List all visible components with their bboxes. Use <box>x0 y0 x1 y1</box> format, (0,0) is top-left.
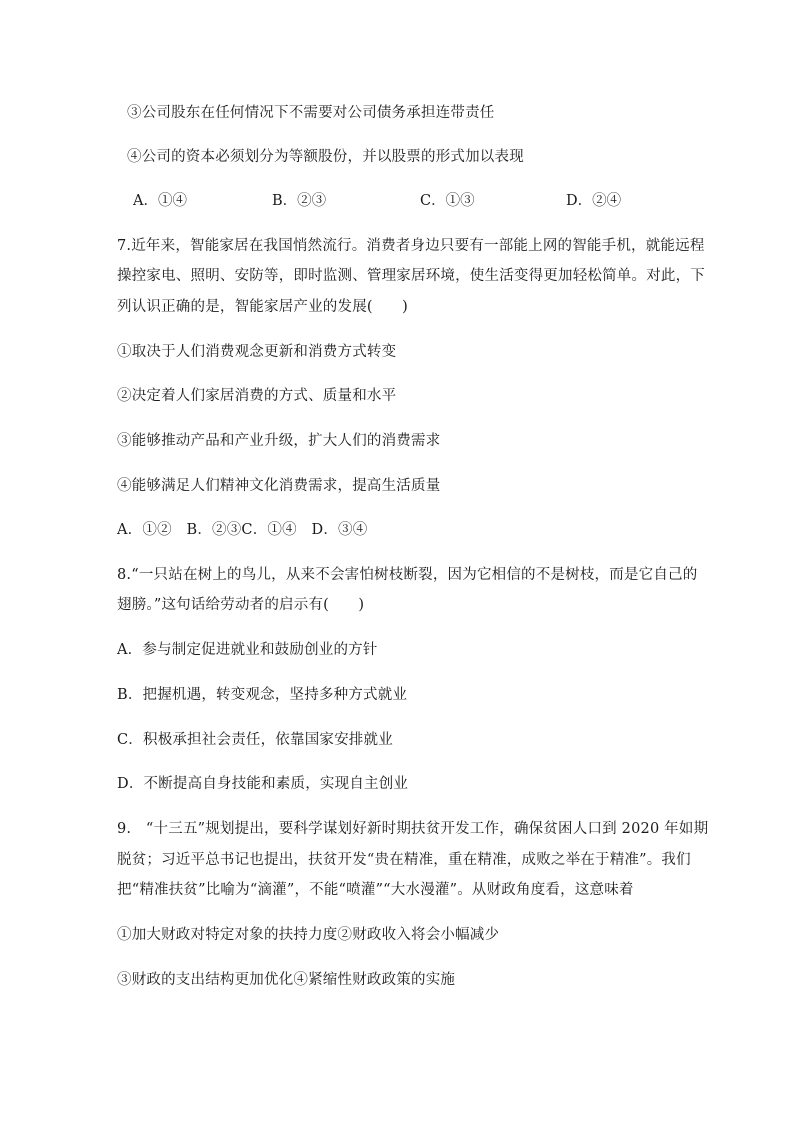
q7-item-1: ①取决于人们消费观念更新和消费方式转变 <box>117 344 397 360</box>
q6-options <box>0 191 794 211</box>
q6-option-c: C．①③ <box>420 193 475 209</box>
q7-item-2: ②决定着人们家居消费的方式、质量和水平 <box>117 388 397 404</box>
q6-item-4: ④公司的资本必须划分为等额股份，并以股票的形式加以表现 <box>127 149 524 165</box>
q9-item-1-2: ①加大财政对特定对象的扶持力度②财政收入将会小幅减少 <box>117 927 500 943</box>
q7-stem-line-3: 列认识正确的是，智能家居产业的发展( ) <box>117 299 409 315</box>
q8-option-c: C．积极承担社会责任，依靠国家安排就业 <box>117 732 393 748</box>
q9-stem-line-1: 9. “十三五”规划提出，要科学谋划好新时期扶贫开发工作，确保贫困人口到 2020 年如期 <box>117 821 709 837</box>
q8-option-a: A．参与制定促进就业和鼓励创业的方针 <box>117 642 378 658</box>
q8-stem-line-2: 翅膀。”这句话给劳动者的启示有( ) <box>117 597 365 613</box>
q7-stem-line-1: 7.近年来，智能家居在我国悄然流行。消费者身边只要有一部能上网的智能手机，就能远程 <box>117 238 705 254</box>
q9-item-3-4: ③财政的支出结构更加优化④紧缩性财政政策的实施 <box>117 972 456 988</box>
q9-stem-line-3: 把“精准扶贫”比喻为“滴灌”，不能“喷灌”“大水漫灌”。从财政角度看，这意味着 <box>117 882 634 898</box>
q6-option-d: D．②④ <box>566 193 622 209</box>
q6-item-3: ③公司股东在任何情况下不需要对公司债务承担连带责任 <box>127 105 495 121</box>
q9-stem-line-2: 脱贫；习近平总书记也提出，扶贫开发“贵在精准，重在精准，成败之举在于精准”。我们 <box>117 852 691 868</box>
q8-stem-line-1: 8.“一只站在树上的鸟儿，从来不会害怕树枝断裂，因为它相信的不是树枝，而是它自己的 <box>117 567 698 583</box>
q8-option-b: B．把握机遇，转变观念，坚持多种方式就业 <box>117 687 408 703</box>
q7-options: A．①② B．②③C．①④ D．③④ <box>117 522 368 538</box>
q7-item-4: ④能够满足人们精神文化消费需求，提高生活质量 <box>117 478 441 494</box>
q6-option-b: B．②③ <box>272 193 327 209</box>
q8-option-d: D．不断提高自身技能和素质，实现自主创业 <box>117 776 409 792</box>
q7-stem-line-2: 操控家电、照明、安防等，即时监测、管理家居环境，使生活变得更加轻松简单。对此，下 <box>117 268 705 284</box>
q7-item-3: ③能够推动产品和产业升级，扩大人们的消费需求 <box>117 433 441 449</box>
q6-option-a: A．①④ <box>133 193 187 209</box>
